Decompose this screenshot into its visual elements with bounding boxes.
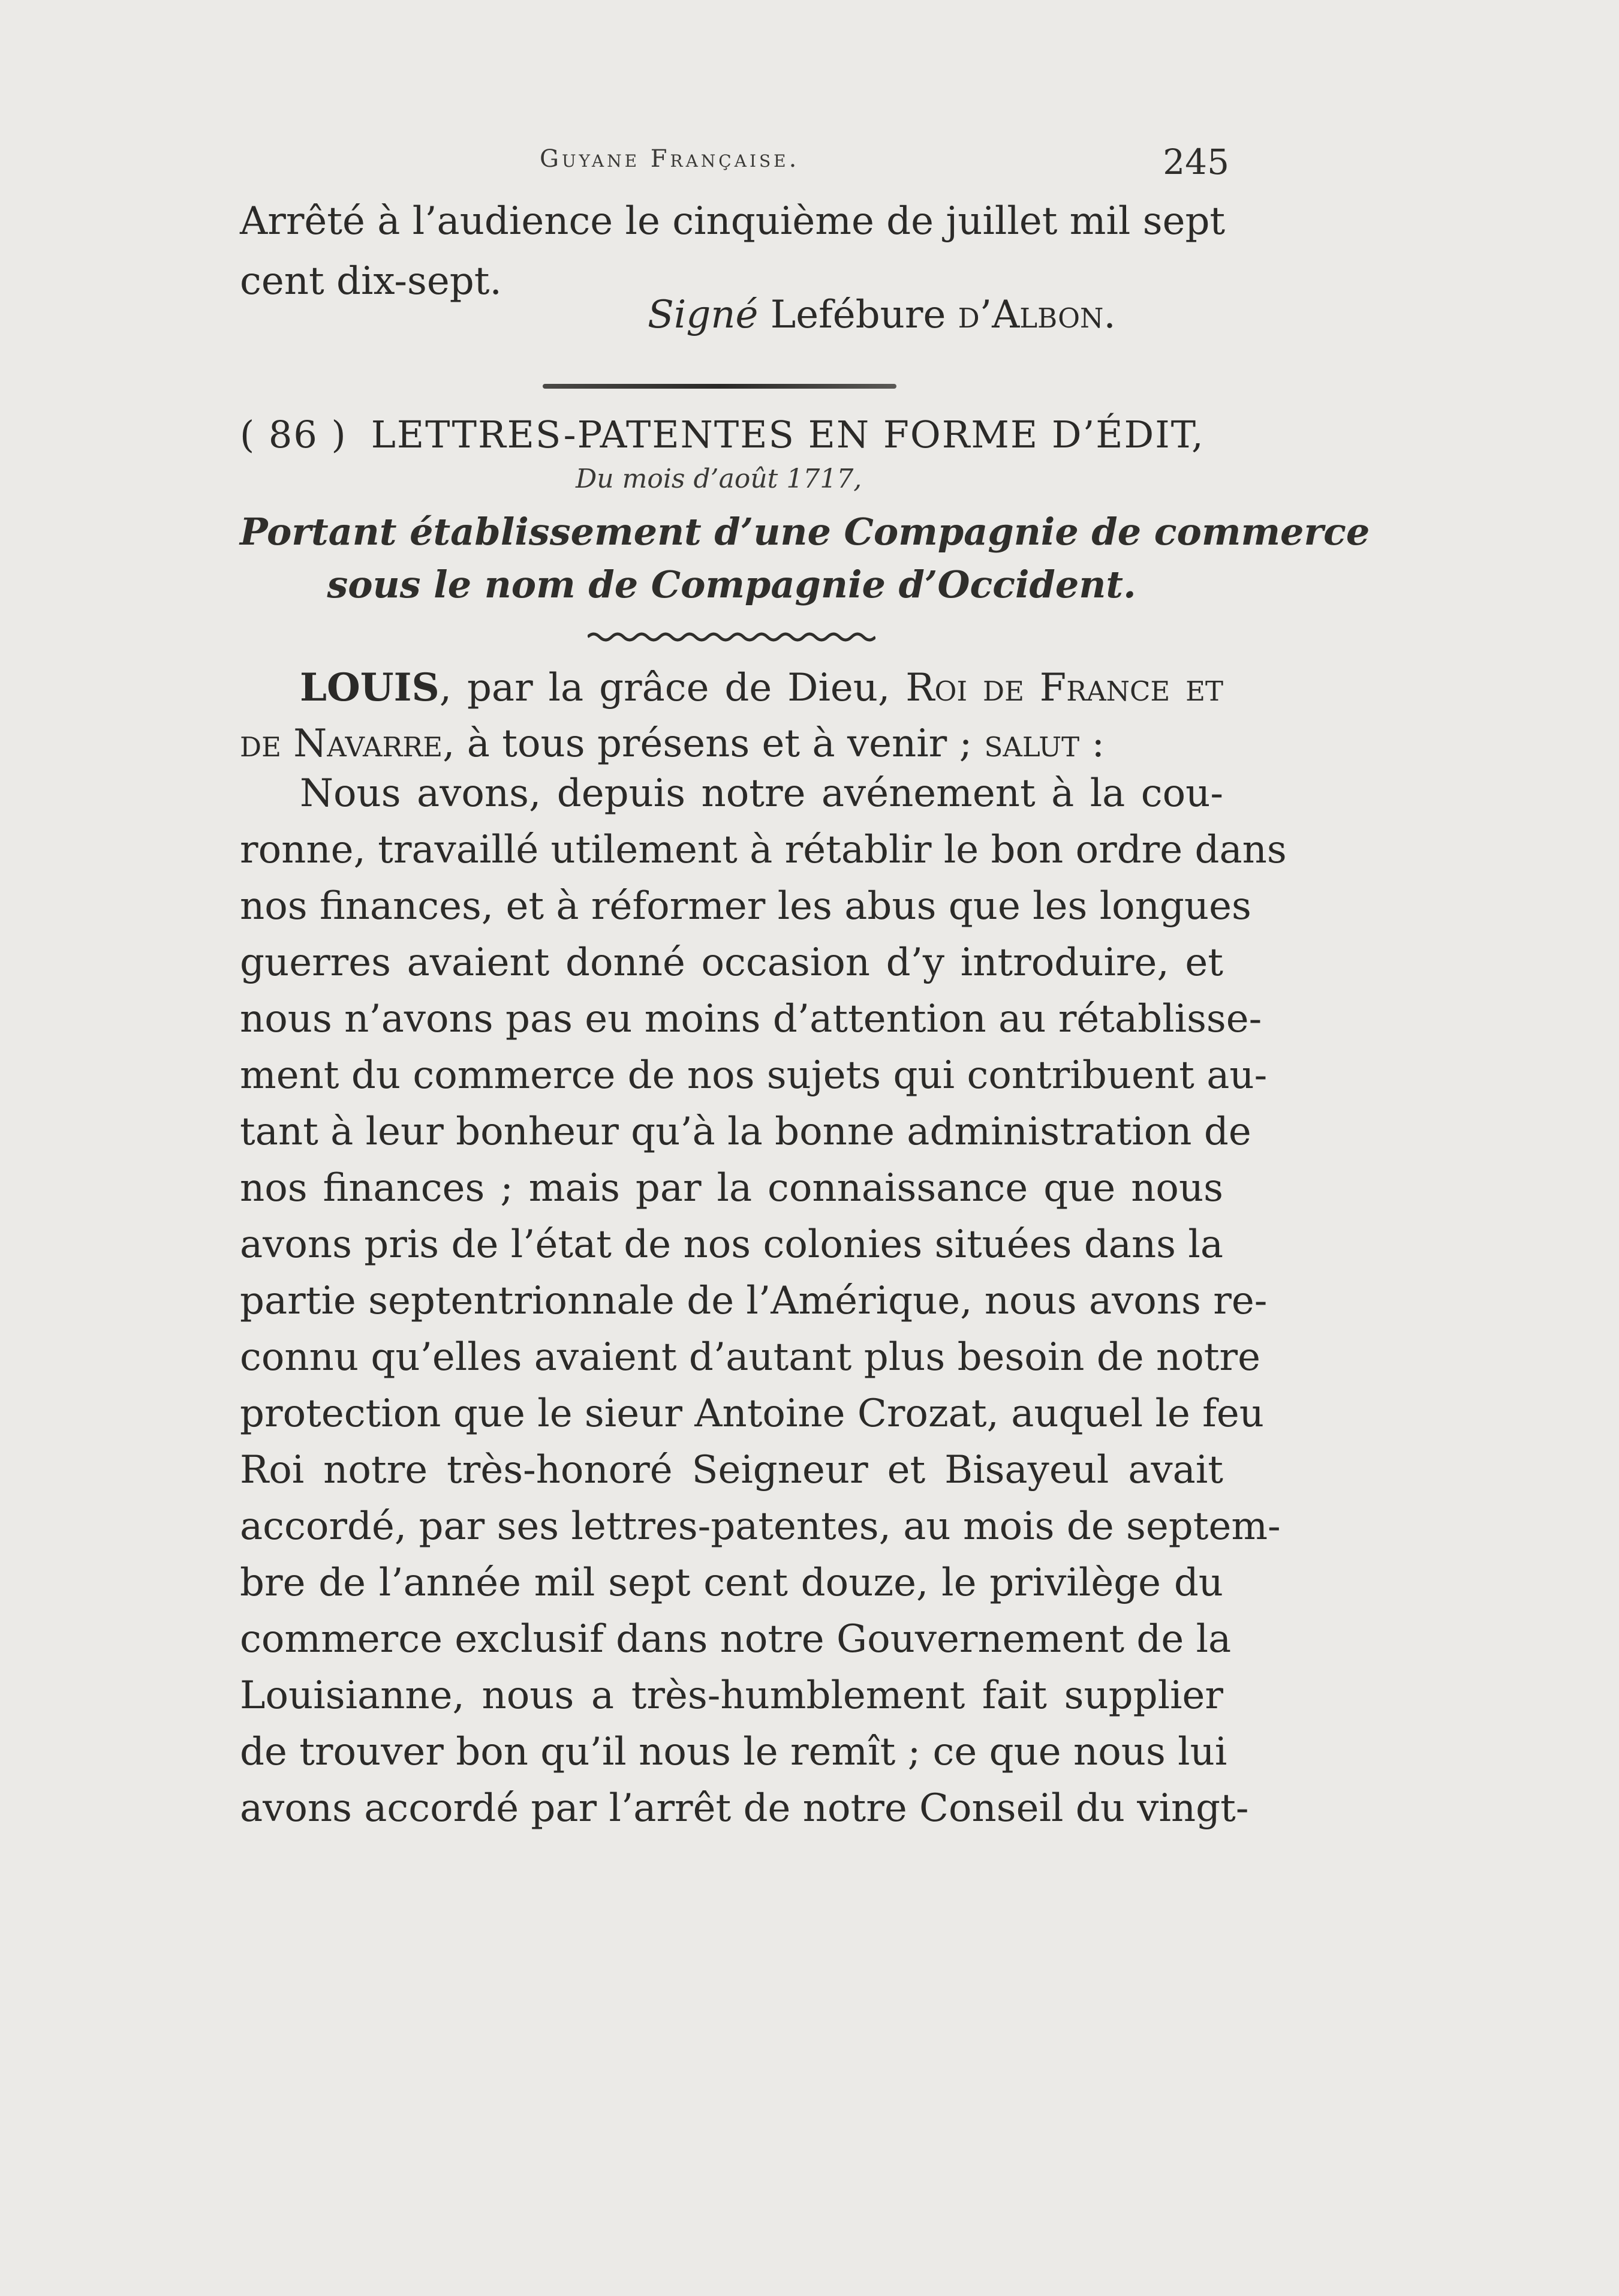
salutation-text-1: , par la grâce de Dieu, [439,666,906,710]
salutation-salut: salut : [984,722,1105,766]
salutation-title-1: Roi de France et [905,666,1224,710]
body-line: nos finances ; mais par la connaissance que nous [240,1166,1223,1210]
closing-line-2: cent dix-sept. [240,259,502,303]
salutation-line-2 [240,716,1223,772]
body-line: protection que le sieur Antoine Crozat, auquel le feu [240,1392,1264,1436]
body-line: partie septentrionnale de l’Amérique, nous avons re- [240,1279,1268,1323]
edict-number: ( 86 ) [240,413,347,456]
section-divider-rule [543,384,896,389]
salutation-lead: LOUIS [300,665,440,710]
running-title: Guyane Française. [540,145,800,173]
salutation-text-2: , à tous présens et à venir ; [443,722,985,766]
signature-label: Signé [648,293,759,337]
body-line: nous n’avons pas eu moins d’attention au rétablisse- [240,997,1262,1041]
body-line: Louisianne, nous a très-humblement fait supplier [240,1673,1223,1718]
body-line: Nous avons, depuis notre avénement à la cou- [300,771,1223,816]
body-line: avons pris de l’état de nos colonies situées dans la [240,1222,1223,1267]
body-line: commerce exclusif dans notre Gouvernement de la [240,1617,1232,1661]
signature [648,293,1116,337]
page-number: 245 [1163,142,1229,182]
body-line: ment du commerce de nos sujets qui contribuent au- [240,1053,1268,1098]
body-line: Roi notre très-honoré Seigneur et Bisayeul avait [240,1448,1223,1492]
wavy-ornament-divider [588,630,875,644]
edict-subtitle-line-1: Portant établissement d’une Compagnie de commerce [240,510,1370,554]
page-header [240,142,1229,187]
signature-name: Lefébure [770,293,946,337]
salutation-line-1 [240,660,1223,716]
body-line: accordé, par ses lettres-patentes, au mois de septem- [240,1504,1281,1549]
body-line: avons accordé par l’arrêt de notre Conseil du vingt- [240,1786,1249,1831]
body-line: connu qu’elles avaient d’autant plus besoin de notre [240,1335,1260,1380]
body-line: guerres avaient donné occasion d’y introduire, et [240,940,1223,985]
edict-title: LETTRES-PATENTES EN FORME D’ÉDIT, [371,413,1205,456]
edict-date: Du mois d’août 1717, [576,464,862,494]
body-line: bre de l’année mil sept cent douze, le privilège du [240,1561,1223,1605]
edict-heading [240,413,1223,456]
closing-line-1: Arrêté à l’audience le cinquième de juillet mil sept [240,199,1226,244]
signature-name-sc: d’Albon. [958,293,1116,337]
salutation-title-2: de Navarre [240,722,443,766]
body-line: tant à leur bonheur qu’à la bonne administration de [240,1110,1251,1154]
edict-subtitle-line-2: sous le nom de Compagnie d’Occident. [327,563,1136,606]
body-line: de trouver bon qu’il nous le remît ; ce que nous lui [240,1730,1227,1774]
body-line: ronne, travaillé utilement à rétablir le bon ordre dans [240,828,1287,872]
body-line: nos finances, et à réformer les abus que les longues [240,884,1251,928]
